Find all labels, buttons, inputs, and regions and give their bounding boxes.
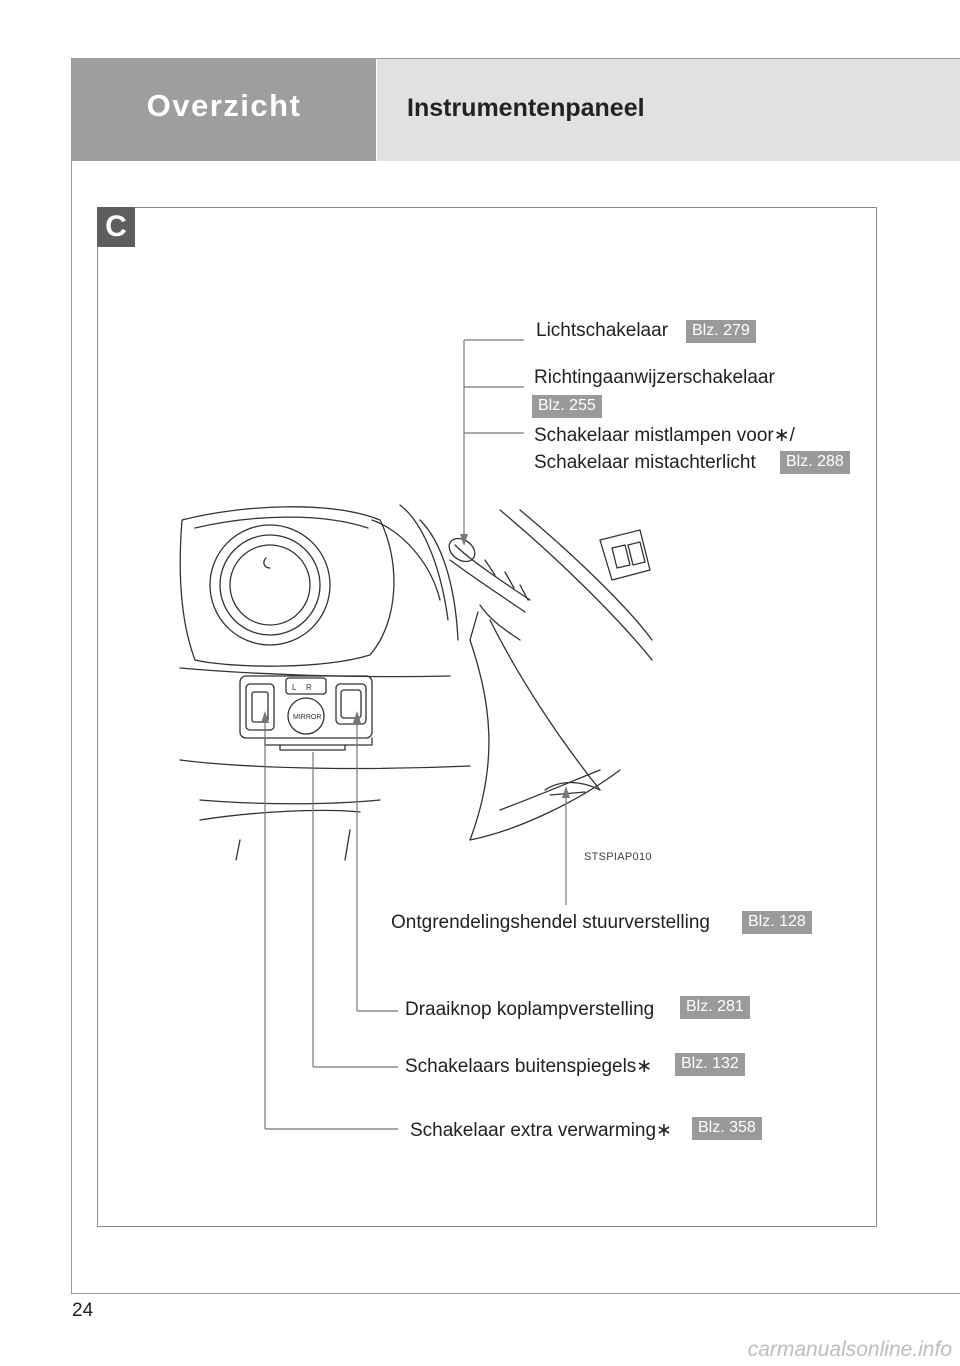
callout-label-richtingaanwijzer: Richtingaanwijzerschakelaar bbox=[534, 367, 775, 388]
mirror-switch-label: MIRROR bbox=[293, 714, 322, 721]
section-tab: Overzicht bbox=[72, 59, 376, 161]
callout-ref-extra-verwarming[interactable]: Blz. 358 bbox=[692, 1117, 762, 1140]
page-number: 24 bbox=[72, 1300, 94, 1321]
svg-text:L: L bbox=[292, 683, 297, 692]
callout-label-lichtschakelaar: Lichtschakelaar bbox=[536, 320, 669, 341]
callout-ref-buitenspiegels[interactable]: Blz. 132 bbox=[675, 1053, 745, 1076]
callout-label-mistlampen-voor: Schakelaar mistlampen voor∗/ bbox=[534, 425, 795, 446]
callout-label-mistachterlicht: Schakelaar mistachterlicht bbox=[534, 452, 756, 473]
callout-ref-koplampverstelling[interactable]: Blz. 281 bbox=[680, 996, 750, 1019]
panel-badge: C bbox=[97, 207, 135, 247]
callout-ref-lichtschakelaar[interactable]: Blz. 279 bbox=[686, 320, 756, 343]
callout-ref-mistlampen[interactable]: Blz. 288 bbox=[780, 451, 850, 474]
callout-ref-richtingaanwijzer[interactable]: Blz. 255 bbox=[532, 395, 602, 418]
callout-label-stuurverstelling: Ontgrendelingshendel stuurverstelling bbox=[391, 912, 710, 933]
svg-text:R: R bbox=[306, 683, 312, 692]
callout-label-koplampverstelling: Draaiknop koplampverstelling bbox=[405, 999, 655, 1020]
callout-label-buitenspiegels: Schakelaars buitenspiegels∗ bbox=[405, 1056, 653, 1077]
watermark: carmanualsonline.info bbox=[747, 1338, 952, 1361]
illustration-code: STSPIAP010 bbox=[584, 851, 652, 863]
callout-ref-stuurverstelling[interactable]: Blz. 128 bbox=[742, 911, 812, 934]
page-title: Instrumentenpaneel bbox=[377, 59, 960, 161]
callout-label-extra-verwarming: Schakelaar extra verwarming∗ bbox=[410, 1120, 672, 1141]
